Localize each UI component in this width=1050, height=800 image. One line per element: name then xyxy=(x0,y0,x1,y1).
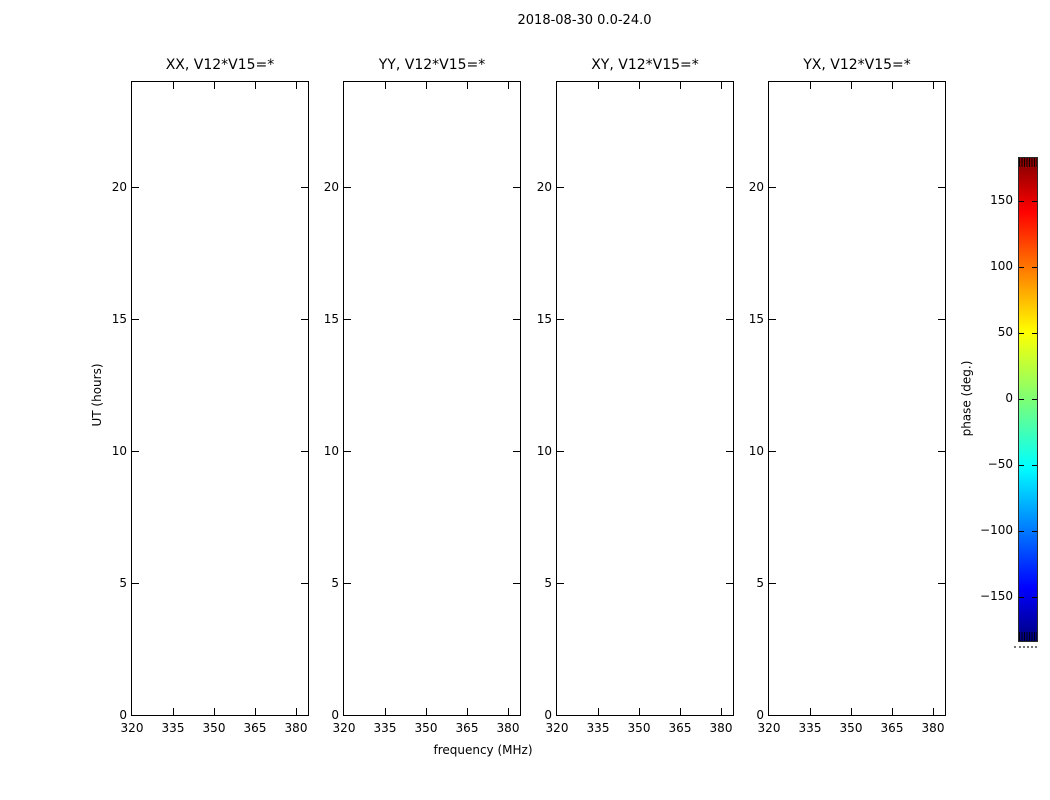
plot-panel xyxy=(131,81,309,716)
x-tick-label: 350 xyxy=(839,721,863,735)
x-tick-label: 365 xyxy=(455,721,479,735)
colorbar-tick-label: 100 xyxy=(990,259,1013,273)
x-tick-mark-top xyxy=(933,82,934,89)
x-tick-mark-top xyxy=(851,82,852,89)
y-tick-label: 0 xyxy=(756,708,764,722)
x-tick-mark-bottom xyxy=(426,708,427,715)
colorbar-label: phase (deg.) xyxy=(959,360,974,437)
plot-panel xyxy=(556,81,734,716)
x-tick-mark-bottom xyxy=(851,708,852,715)
y-axis-label: UT (hours) xyxy=(90,363,104,427)
colorbar-tick-mark-left xyxy=(1019,531,1024,532)
y-tick-mark-left xyxy=(769,319,776,320)
figure-title: 2018-08-30 0.0-24.0 xyxy=(517,13,652,28)
colorbar xyxy=(1018,157,1038,642)
x-tick-label: 350 xyxy=(202,721,226,735)
y-tick-label: 0 xyxy=(331,708,339,722)
y-tick-mark-left xyxy=(132,451,139,452)
y-tick-label: 10 xyxy=(111,444,127,458)
x-tick-label: 320 xyxy=(757,721,781,735)
x-tick-mark-top xyxy=(214,82,215,89)
y-tick-label: 10 xyxy=(323,444,339,458)
y-tick-label: 20 xyxy=(748,180,764,194)
colorbar-under-hatch xyxy=(1019,632,1037,641)
colorbar-tick-label: −50 xyxy=(987,457,1013,471)
y-tick-label: 20 xyxy=(536,180,552,194)
x-tick-mark-top xyxy=(467,82,468,89)
colorbar-tick-mark-left xyxy=(1019,267,1024,268)
colorbar-tick-mark-right xyxy=(1032,465,1037,466)
x-tick-label: 380 xyxy=(921,721,945,735)
x-tick-mark-top xyxy=(255,82,256,89)
x-tick-mark-bottom xyxy=(214,708,215,715)
y-tick-mark-left xyxy=(769,187,776,188)
x-tick-mark-bottom xyxy=(255,708,256,715)
panel-title: XY, V12*V15=* xyxy=(591,57,699,73)
x-tick-label: 365 xyxy=(880,721,904,735)
x-tick-mark-bottom xyxy=(933,708,934,715)
x-tick-mark-top xyxy=(508,82,509,89)
x-tick-mark-bottom xyxy=(508,708,509,715)
x-tick-label: 350 xyxy=(627,721,651,735)
x-tick-label: 320 xyxy=(120,721,144,735)
x-tick-mark-top xyxy=(892,82,893,89)
colorbar-tick-mark-right xyxy=(1032,201,1037,202)
y-tick-mark-left xyxy=(344,319,351,320)
x-tick-mark-top xyxy=(680,82,681,89)
y-tick-label: 0 xyxy=(119,708,127,722)
panel-title: YX, V12*V15=* xyxy=(803,57,911,73)
y-tick-mark-left xyxy=(557,187,564,188)
x-tick-label: 350 xyxy=(414,721,438,735)
colorbar-tick-label: −100 xyxy=(980,523,1013,537)
y-tick-mark-left xyxy=(557,583,564,584)
colorbar-tick-label: −150 xyxy=(980,589,1013,603)
colorbar-tick-mark-left xyxy=(1019,333,1024,334)
x-tick-mark-top xyxy=(173,82,174,89)
y-tick-mark-right xyxy=(938,187,945,188)
colorbar-over-hatch xyxy=(1019,158,1037,167)
y-tick-label: 20 xyxy=(323,180,339,194)
y-tick-label: 15 xyxy=(748,312,764,326)
x-tick-mark-bottom xyxy=(598,708,599,715)
colorbar-tick-label: 0 xyxy=(1005,391,1013,405)
x-tick-mark-bottom xyxy=(810,708,811,715)
x-tick-label: 335 xyxy=(586,721,610,735)
x-tick-mark-top xyxy=(639,82,640,89)
colorbar-tick-mark-left xyxy=(1019,399,1024,400)
x-tick-mark-top xyxy=(810,82,811,89)
colorbar-tick-mark-left xyxy=(1019,201,1024,202)
plot-panel xyxy=(343,81,521,716)
y-tick-mark-left xyxy=(132,583,139,584)
y-tick-mark-left xyxy=(769,451,776,452)
y-tick-label: 20 xyxy=(111,180,127,194)
colorbar-tick-mark-left xyxy=(1019,597,1024,598)
x-tick-mark-bottom xyxy=(639,708,640,715)
x-tick-label: 335 xyxy=(161,721,185,735)
x-tick-label: 335 xyxy=(373,721,397,735)
y-tick-label: 0 xyxy=(544,708,552,722)
y-tick-label: 5 xyxy=(331,576,339,590)
colorbar-tick-mark-right xyxy=(1032,531,1037,532)
y-tick-mark-right xyxy=(938,451,945,452)
y-tick-label: 5 xyxy=(756,576,764,590)
x-tick-label: 365 xyxy=(243,721,267,735)
x-tick-label: 365 xyxy=(668,721,692,735)
panel-title: XX, V12*V15=* xyxy=(165,57,275,73)
colorbar-tick-label: 150 xyxy=(990,193,1013,207)
x-tick-mark-bottom xyxy=(467,708,468,715)
x-tick-mark-bottom xyxy=(680,708,681,715)
colorbar-tick-mark-left xyxy=(1019,465,1024,466)
x-axis-label: frequency (MHz) xyxy=(433,743,533,757)
y-tick-mark-left xyxy=(557,451,564,452)
x-tick-label: 380 xyxy=(496,721,520,735)
colorbar-tick-label: 50 xyxy=(997,325,1013,339)
x-tick-mark-top xyxy=(296,82,297,89)
x-tick-mark-top xyxy=(385,82,386,89)
y-tick-label: 15 xyxy=(323,312,339,326)
x-tick-label: 380 xyxy=(709,721,733,735)
y-tick-mark-left xyxy=(344,583,351,584)
y-tick-mark-right xyxy=(938,583,945,584)
y-tick-mark-left xyxy=(344,187,351,188)
x-tick-mark-bottom xyxy=(296,708,297,715)
y-tick-label: 10 xyxy=(536,444,552,458)
colorbar-tick-mark-right xyxy=(1032,399,1037,400)
y-tick-label: 5 xyxy=(544,576,552,590)
y-tick-label: 15 xyxy=(536,312,552,326)
y-tick-mark-left xyxy=(132,187,139,188)
x-tick-mark-top xyxy=(721,82,722,89)
y-tick-mark-left xyxy=(769,583,776,584)
y-tick-mark-left xyxy=(344,451,351,452)
y-tick-mark-left xyxy=(557,319,564,320)
y-tick-label: 5 xyxy=(119,576,127,590)
panel-title: YY, V12*V15=* xyxy=(378,57,486,73)
x-tick-label: 320 xyxy=(332,721,356,735)
x-tick-mark-bottom xyxy=(173,708,174,715)
y-tick-label: 15 xyxy=(111,312,127,326)
plot-panel xyxy=(768,81,946,716)
x-tick-label: 320 xyxy=(545,721,569,735)
colorbar-dotted-edge xyxy=(1014,646,1037,648)
colorbar-tick-mark-right xyxy=(1032,333,1037,334)
y-tick-mark-right xyxy=(938,319,945,320)
x-tick-mark-bottom xyxy=(892,708,893,715)
colorbar-tick-mark-right xyxy=(1032,267,1037,268)
x-tick-mark-bottom xyxy=(721,708,722,715)
x-tick-mark-bottom xyxy=(385,708,386,715)
colorbar-tick-mark-right xyxy=(1032,597,1037,598)
x-tick-label: 380 xyxy=(284,721,308,735)
x-tick-mark-top xyxy=(598,82,599,89)
y-tick-label: 10 xyxy=(748,444,764,458)
x-tick-label: 335 xyxy=(798,721,822,735)
y-tick-mark-left xyxy=(132,319,139,320)
x-tick-mark-top xyxy=(426,82,427,89)
